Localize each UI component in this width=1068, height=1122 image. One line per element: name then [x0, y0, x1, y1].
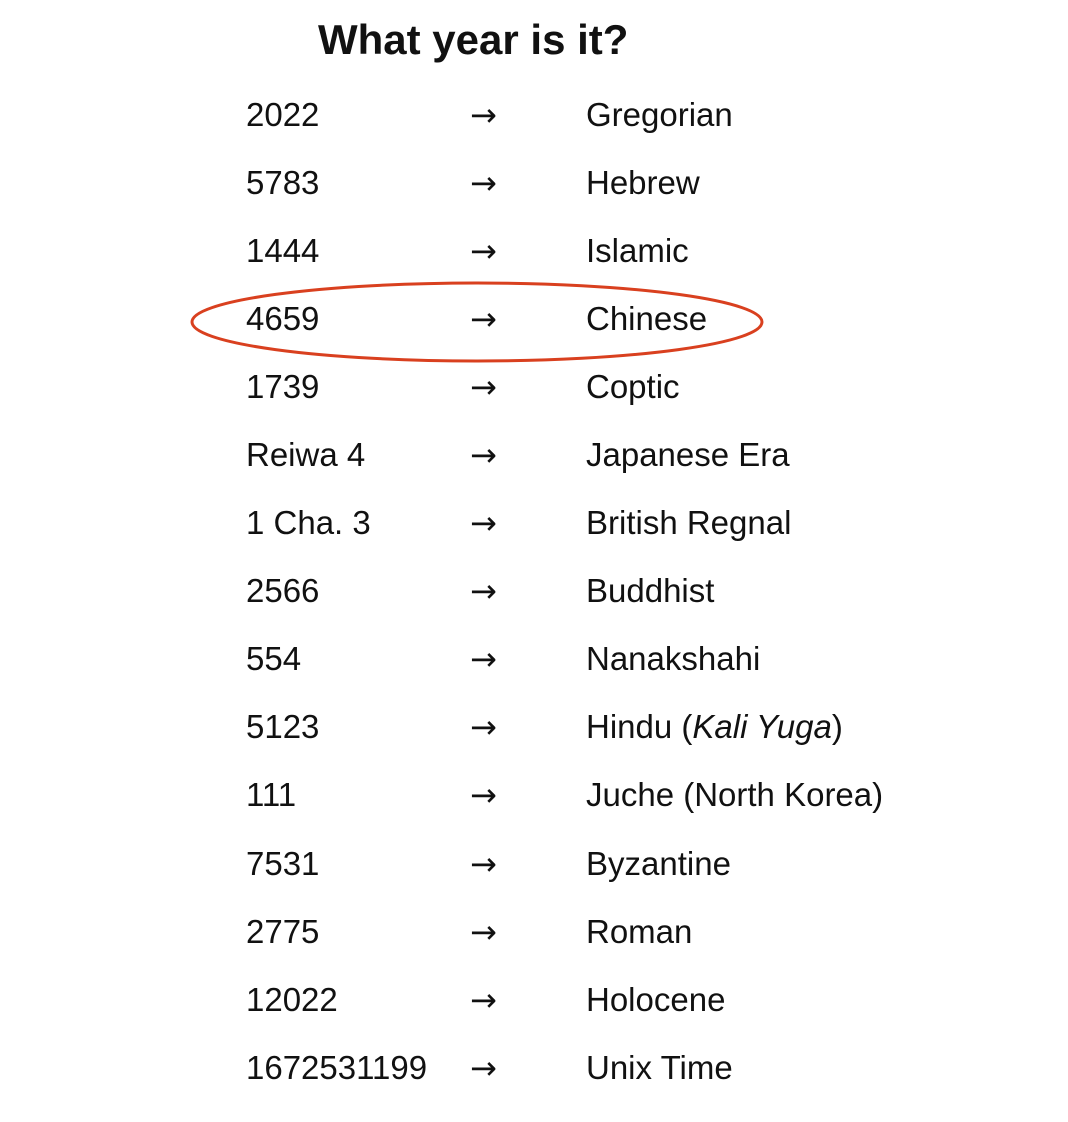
year-value: 7531 [246, 845, 320, 882]
year-value: 12022 [246, 981, 338, 1018]
year-value: 4659 [246, 300, 320, 337]
calendar-name-suffix: ) [831, 708, 843, 745]
list-item-gregorian [0, 91, 1068, 139]
list-item-roman [0, 908, 1068, 956]
right-arrow-icon: → [470, 164, 497, 202]
year-value: Reiwa 4 [246, 436, 366, 473]
calendar-name: Nanakshahi [586, 640, 761, 677]
calendar-name-prefix: Hindu ( [586, 708, 693, 745]
list-item-byzantine [0, 840, 1068, 888]
right-arrow-icon: → [470, 913, 497, 951]
right-arrow-icon: → [470, 436, 497, 474]
year-value: 554 [246, 640, 302, 677]
year-value: 2566 [246, 572, 320, 609]
year-value: 111 [246, 776, 297, 813]
year-value: 1 Cha. 3 [246, 504, 371, 541]
year-value: 5783 [246, 164, 320, 201]
calendar-name: British Regnal [586, 504, 792, 541]
page-title: What year is it? [318, 16, 629, 63]
calendar-name: Holocene [586, 981, 726, 1018]
calendar-name-italic: Kali Yuga [692, 708, 832, 745]
calendar-name: Hebrew [586, 164, 700, 201]
list-item-hindu [0, 703, 1068, 751]
list-item-british-regnal [0, 499, 1068, 547]
list-item-japanese-era [0, 431, 1068, 479]
list-item-coptic [0, 363, 1068, 411]
year-value: 1444 [246, 232, 320, 269]
right-arrow-icon: → [470, 776, 497, 814]
right-arrow-icon: → [470, 96, 497, 134]
year-value: 1672531199 [246, 1049, 428, 1086]
list-item-unix-time [0, 1044, 1068, 1092]
calendar-name: Japanese Era [586, 436, 790, 473]
calendar-name: Byzantine [586, 845, 731, 882]
list-item-buddhist [0, 567, 1068, 615]
right-arrow-icon: → [470, 845, 497, 883]
list-item-hebrew [0, 159, 1068, 207]
calendar-name: Chinese [586, 300, 708, 337]
year-value: 1739 [246, 368, 320, 405]
calendar-name: Coptic [586, 368, 680, 405]
calendar-name: Buddhist [586, 572, 715, 609]
right-arrow-icon: → [470, 504, 497, 542]
right-arrow-icon: → [470, 708, 497, 746]
calendar-name: Gregorian [586, 96, 733, 133]
calendar-name [586, 703, 843, 751]
calendar-name: Juche (North Korea) [586, 776, 884, 813]
year-value: 2022 [246, 96, 320, 133]
list-item-holocene [0, 976, 1068, 1024]
year-value: 2775 [246, 913, 320, 950]
calendar-name: Roman [586, 913, 693, 950]
list-item-nanakshahi [0, 635, 1068, 683]
right-arrow-icon: → [470, 368, 497, 406]
right-arrow-icon: → [470, 981, 497, 1019]
right-arrow-icon: → [470, 572, 497, 610]
calendar-name: Islamic [586, 232, 689, 269]
right-arrow-icon: → [470, 232, 497, 270]
list-item-islamic [0, 227, 1068, 275]
calendar-name: Unix Time [586, 1049, 733, 1086]
list-item-chinese [0, 295, 1068, 343]
year-value: 5123 [246, 708, 320, 745]
right-arrow-icon: → [470, 640, 497, 678]
list-item-juche [0, 771, 1068, 819]
right-arrow-icon: → [470, 1049, 497, 1087]
right-arrow-icon: → [470, 300, 497, 338]
